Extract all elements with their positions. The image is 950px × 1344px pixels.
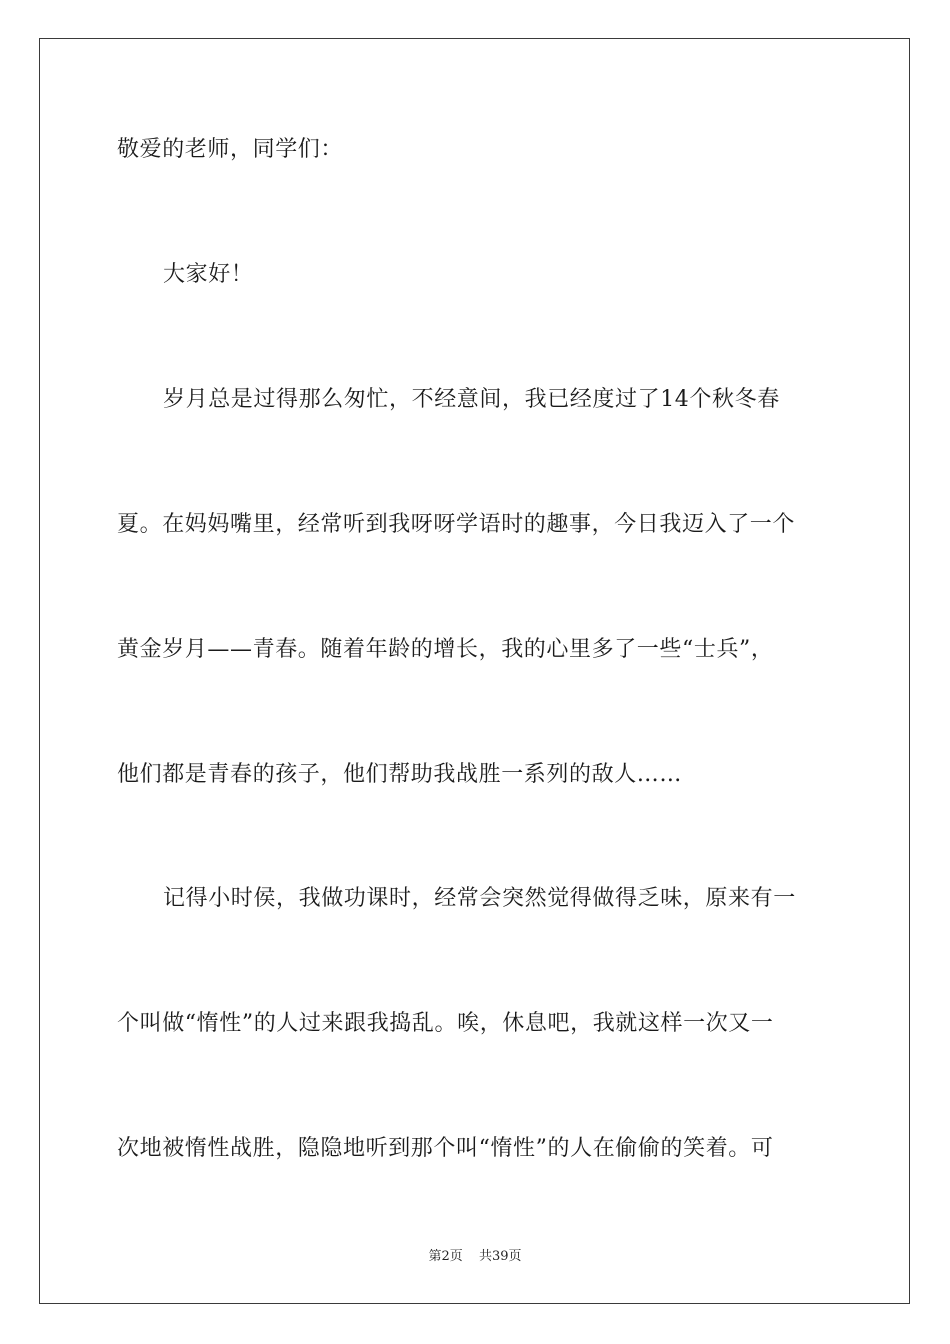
text-line: 岁月总是过得那么匆忙，不经意间，我已经度过了14个秋冬春 xyxy=(163,387,780,412)
text-line: 他们都是青春的孩子，他们帮助我战胜一系列的敌人…… xyxy=(117,762,683,787)
page-number: 第2页 xyxy=(428,1249,463,1264)
text-line: 夏。在妈妈嘴里，经常听到我呀呀学语时的趣事，今日我迈入了一个 xyxy=(117,512,796,537)
text-line: 黄金岁月——青春。随着年龄的增长，我的心里多了一些“士兵”， xyxy=(117,637,774,662)
page-footer xyxy=(0,1245,950,1264)
text-line: 敬爱的老师，同学们： xyxy=(117,137,344,162)
text-line: 次地被惰性战胜，隐隐地听到那个叫“惰性”的人在偷偷的笑着。可 xyxy=(117,1136,774,1161)
text-line: 个叫做“惰性”的人过来跟我捣乱。唉，休息吧，我就这样一次又一 xyxy=(117,1011,774,1036)
text-line: 大家好！ xyxy=(163,262,254,287)
text-line: 记得小时侯，我做功课时，经常会突然觉得做得乏味，原来有一 xyxy=(163,886,796,911)
page-border xyxy=(39,38,910,1304)
page-total: 共39页 xyxy=(478,1249,522,1264)
